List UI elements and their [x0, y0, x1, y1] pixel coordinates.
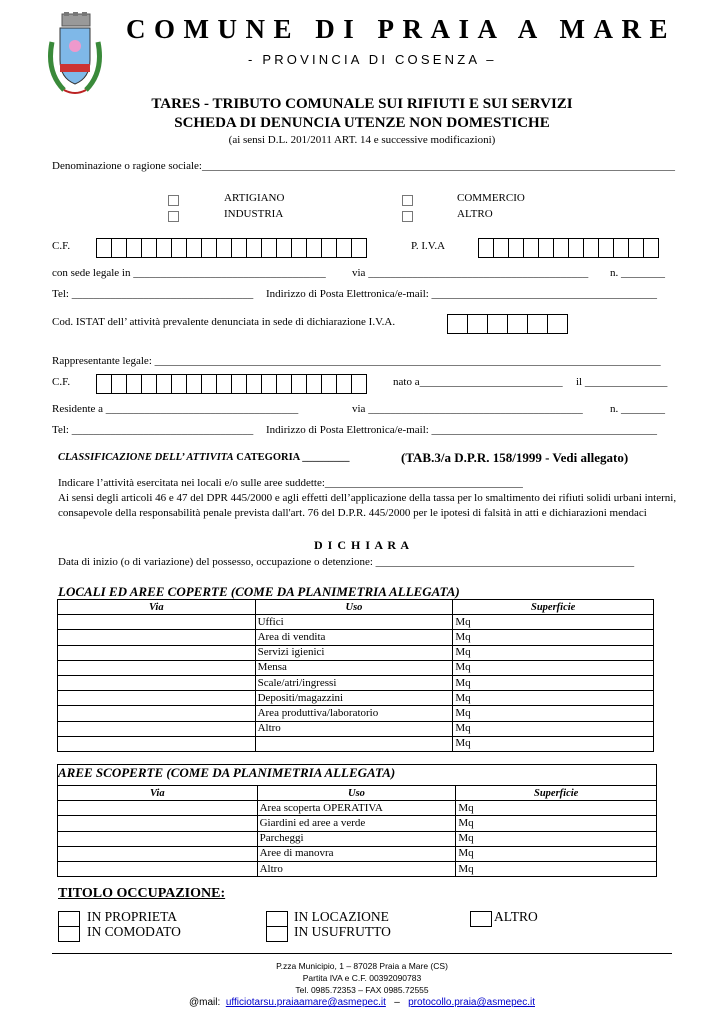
uso-cell: Altro	[257, 861, 456, 876]
superficie-cell[interactable]: Mq	[456, 831, 657, 846]
uso-cell: Parcheggi	[257, 831, 456, 846]
residente-field[interactable]: Residente a ___________________________________	[52, 403, 299, 415]
istat-input-boxes[interactable]	[447, 314, 567, 334]
altro-checkbox[interactable]	[402, 209, 413, 227]
uso-cell: Aree di manovra	[257, 846, 456, 861]
footer-divider	[52, 953, 672, 954]
piva-input-boxes[interactable]	[478, 238, 658, 258]
via-cell[interactable]	[58, 816, 258, 831]
cf-input-boxes[interactable]	[96, 238, 366, 258]
via-cell[interactable]	[58, 645, 256, 660]
declaration-text: Ai sensi degli articoli 46 e 47 del DPR 445/2000 e agli effetti dell’applicazione della tassa per lo smaltimento dei rifiuti solidi urbani interni, consapevole della responsabilità penale prevista dall'art. 76 del D.P.R. 445/2000 per le ipotesi di falsità in atti e dichiarazioni mendaci	[58, 492, 677, 519]
via-cell[interactable]	[58, 846, 258, 861]
table-header-row	[58, 600, 654, 615]
tel2-field[interactable]: Tel: _________________________________	[52, 424, 254, 436]
email2-field[interactable]: Indirizzo di Posta Elettronica/e-mail: _________________________________________	[266, 424, 658, 436]
altro-titolo-label: ALTRO	[494, 909, 538, 924]
column-header: Via	[58, 600, 256, 615]
industria-checkbox[interactable]	[168, 209, 179, 227]
nato-field[interactable]: nato a__________________________	[393, 376, 563, 388]
uso-cell: Giardini ed aree a verde	[257, 816, 456, 831]
column-header: Via	[58, 786, 258, 801]
uso-cell	[255, 736, 453, 751]
via-cell[interactable]	[58, 660, 256, 675]
classificazione-label: CLASSIFICAZIONE DELL’ ATTIVITA	[58, 452, 234, 463]
scoperte-table	[57, 785, 657, 877]
cf2-label: C.F.	[52, 376, 71, 388]
piva-label: P. I.V.A	[411, 240, 446, 252]
superficie-cell[interactable]: Mq	[453, 706, 654, 721]
mail-link-tarsu[interactable]: ufficiotarsu.praiaamare@asmepec.it	[225, 997, 386, 1008]
table-row	[58, 721, 654, 736]
via-cell[interactable]	[58, 801, 258, 816]
uso-cell: Area di vendita	[255, 630, 453, 645]
table-row	[58, 615, 654, 630]
via-cell[interactable]	[58, 861, 258, 876]
usufrutto-label: IN USUFRUTTO	[294, 924, 391, 939]
comodato-label: IN COMODATO	[87, 924, 181, 939]
attivita-field[interactable]: Indicare l’attività esercitata nei locali e/o sulle aree suddette:____________________________________	[58, 477, 523, 489]
cf-label: C.F.	[52, 240, 71, 252]
locazione-label: IN LOCAZIONE	[294, 909, 389, 924]
table-row	[58, 831, 657, 846]
via-cell[interactable]	[58, 675, 256, 690]
superficie-cell[interactable]: Mq	[453, 736, 654, 751]
superficie-cell[interactable]: Mq	[453, 615, 654, 630]
municipality-title: COMUNE DI PRAIA A MARE	[126, 14, 677, 44]
form-subtitle: SCHEDA DI DENUNCIA UTENZE NON DOMESTICHE	[174, 115, 550, 131]
via-cell[interactable]	[58, 691, 256, 706]
coat-of-arms-logo	[44, 12, 106, 96]
email-field[interactable]: Indirizzo di Posta Elettronica/e-mail: _________________________________________	[266, 288, 658, 300]
data-inizio-field[interactable]: Data di inizio (o di variazione) del possesso, occupazione o detenzione: _______________________________________________	[58, 556, 635, 568]
uso-cell: Scale/atri/ingressi	[255, 675, 453, 690]
denominazione-field[interactable]: Denominazione o ragione sociale:______________________________________________________________________________________	[52, 160, 675, 172]
legal-reference: (ai sensi D.L. 201/2011 ART. 14 e successive modificazioni)	[228, 134, 496, 146]
table-row	[58, 801, 657, 816]
tel-field[interactable]: Tel: _________________________________	[52, 288, 254, 300]
via-field[interactable]: via ________________________________________	[352, 267, 589, 279]
via-cell[interactable]	[58, 736, 256, 751]
uso-cell: Altro	[255, 721, 453, 736]
superficie-cell[interactable]: Mq	[456, 816, 657, 831]
numero2-field[interactable]: n. ________	[610, 403, 665, 415]
table-row	[58, 660, 654, 675]
table-row	[58, 645, 654, 660]
table-row	[58, 706, 654, 721]
footer-address: P.zza Municipio, 1 – 87028 Praia a Mare (CS)	[276, 961, 448, 971]
classificazione-row	[58, 452, 350, 463]
column-header: Superficie	[453, 600, 654, 615]
table-row	[58, 846, 657, 861]
table-row	[58, 736, 654, 751]
scoperte-section-title: AREE SCOPERTE (COME DA PLANIMETRIA ALLEGATA)	[58, 765, 396, 780]
superficie-cell[interactable]: Mq	[456, 846, 657, 861]
altro-label: ALTRO	[457, 208, 493, 220]
sede-legale-field[interactable]: con sede legale in ___________________________________	[52, 267, 326, 279]
categoria-field[interactable]: CATEGORIA _________	[236, 452, 350, 463]
table-row	[58, 861, 657, 876]
commercio-label: COMMERCIO	[457, 192, 525, 204]
numero-field[interactable]: n. ________	[610, 267, 665, 279]
via-cell[interactable]	[58, 831, 258, 846]
footer-tel: Tel. 0985.72353 – FAX 0985.72555	[295, 985, 429, 995]
column-header: Uso	[257, 786, 456, 801]
uso-cell: Uffici	[255, 615, 453, 630]
artigiano-label: ARTIGIANO	[224, 192, 285, 204]
footer-piva: Partita IVA e C.F. 00392090783	[302, 973, 422, 983]
uso-cell: Depositi/magazzini	[255, 691, 453, 706]
tab-reference: (TAB.3/a D.P.R. 158/1999 - Vedi allegato)	[401, 450, 629, 465]
mail-label: @mail:	[188, 997, 221, 1008]
superficie-cell[interactable]: Mq	[456, 861, 657, 876]
altro-titolo-checkbox[interactable]	[470, 911, 492, 932]
titolo-occupazione-label: TITOLO OCCUPAZIONE:	[58, 886, 226, 901]
via-cell[interactable]	[58, 721, 256, 736]
table-header-row	[58, 786, 657, 801]
uso-cell: Area scoperta OPERATIVA	[257, 801, 456, 816]
usufrutto-checkbox[interactable]	[266, 926, 288, 947]
via-cell[interactable]	[58, 630, 256, 645]
table-row	[58, 816, 657, 831]
locali-table	[57, 599, 654, 752]
proprieta-label: IN PROPRIETA	[87, 909, 178, 924]
superficie-cell[interactable]: Mq	[453, 691, 654, 706]
uso-cell: Servizi igienici	[255, 645, 453, 660]
superficie-cell[interactable]: Mq	[453, 721, 654, 736]
mail-separator: –	[394, 997, 400, 1008]
table-row	[58, 675, 654, 690]
superficie-cell[interactable]: Mq	[453, 645, 654, 660]
comodato-checkbox[interactable]	[58, 926, 80, 947]
table-row	[58, 691, 654, 706]
rappresentante-field[interactable]: Rappresentante legale: ____________________________________________________________________________________________	[52, 355, 661, 367]
superficie-cell[interactable]: Mq	[456, 801, 657, 816]
column-header: Superficie	[456, 786, 657, 801]
il-field[interactable]: il _______________	[576, 376, 668, 388]
uso-cell: Mensa	[255, 660, 453, 675]
table-row	[58, 630, 654, 645]
superficie-cell[interactable]: Mq	[453, 660, 654, 675]
mail-link-protocollo[interactable]: protocollo.praia@asmepec.it	[408, 997, 535, 1008]
province-subtitle: - PROVINCIA DI COSENZA –	[248, 52, 497, 67]
form-title: TARES - TRIBUTO COMUNALE SUI RIFIUTI E SUI SERVIZI	[151, 96, 573, 112]
industria-label: INDUSTRIA	[224, 208, 284, 220]
uso-cell: Area produttiva/laboratorio	[255, 706, 453, 721]
via2-field[interactable]: via _______________________________________	[352, 403, 583, 415]
cf2-input-boxes[interactable]	[96, 374, 366, 394]
locali-section-title: LOCALI ED AREE COPERTE (COME DA PLANIMETRIA ALLEGATA)	[58, 584, 460, 599]
via-cell[interactable]	[58, 615, 256, 630]
footer-mail-row	[0, 997, 724, 1008]
dichiara-heading: D I C H I A R A	[313, 538, 411, 552]
istat-label: Cod. ISTAT dell’ attività prevalente denunciata in sede di dichiarazione I.V.A.	[52, 316, 396, 328]
superficie-cell[interactable]: Mq	[453, 675, 654, 690]
via-cell[interactable]	[58, 706, 256, 721]
column-header: Uso	[255, 600, 453, 615]
superficie-cell[interactable]: Mq	[453, 630, 654, 645]
